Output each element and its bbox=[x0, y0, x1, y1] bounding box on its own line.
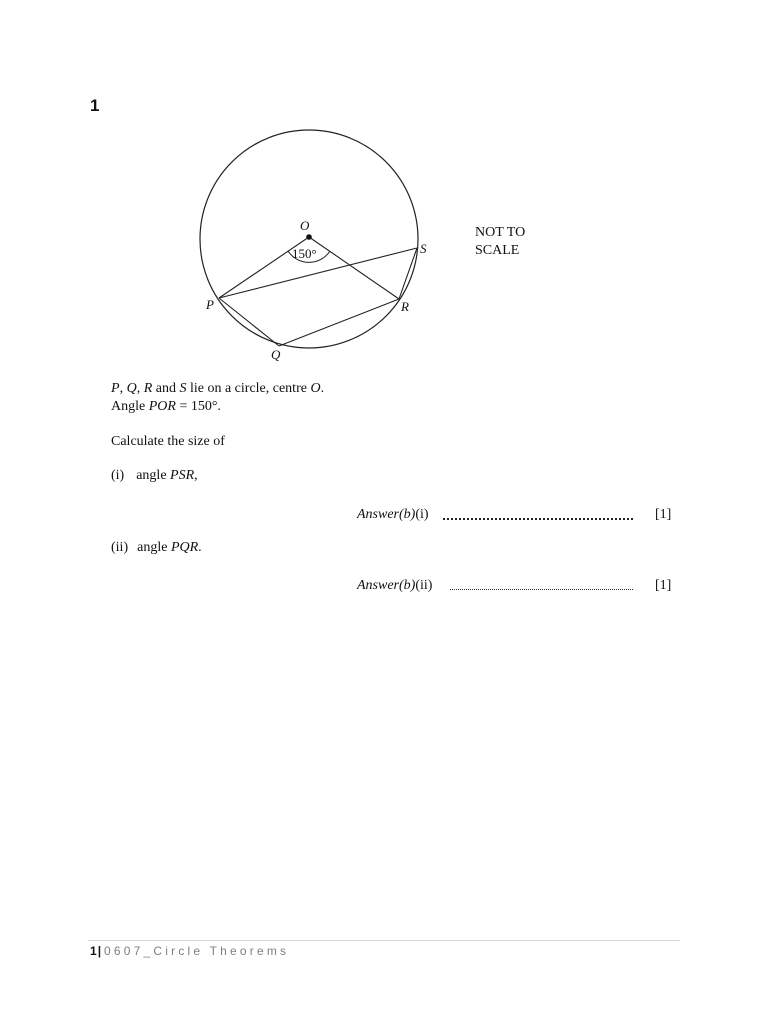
part-i-after: , bbox=[194, 468, 198, 483]
point-o: O bbox=[310, 381, 321, 396]
marks-ii: [1] bbox=[655, 578, 672, 593]
answer-sub-ii: (ii) bbox=[415, 578, 433, 593]
angle-value: = 150°. bbox=[175, 399, 221, 414]
stem-sep2: , bbox=[136, 381, 144, 396]
part-i-label: (i) bbox=[111, 468, 125, 483]
stem-sep1: , bbox=[119, 381, 127, 396]
label-p: P bbox=[206, 297, 214, 312]
not-to-scale-line2: SCALE bbox=[475, 243, 520, 258]
part-i-text: angle bbox=[136, 468, 171, 483]
line-or bbox=[309, 237, 399, 299]
point-r: R bbox=[143, 381, 153, 396]
line-qr bbox=[279, 299, 399, 346]
stem-and: and bbox=[152, 381, 180, 396]
part-ii-angle: PQR bbox=[170, 540, 199, 555]
point-s: S bbox=[179, 381, 187, 396]
label-o: O bbox=[300, 218, 310, 233]
part-i-angle: PSR bbox=[170, 468, 195, 483]
answer-part-ii: (b) bbox=[399, 578, 416, 593]
angle-prefix: Angle bbox=[111, 399, 149, 414]
answer-part-i: (b) bbox=[399, 507, 416, 522]
point-q: Q bbox=[126, 381, 137, 396]
page-number: 1 bbox=[90, 944, 97, 958]
question-stem-line2 bbox=[111, 399, 221, 415]
not-to-scale-note bbox=[475, 224, 525, 260]
answer-word-ii: Answer bbox=[357, 578, 399, 593]
answer-row-i bbox=[357, 507, 677, 527]
answer-sub-i: (i) bbox=[415, 507, 429, 522]
question-number: 1 bbox=[90, 96, 100, 115]
page-footer bbox=[90, 944, 289, 958]
marks-i: [1] bbox=[655, 507, 672, 522]
circle-diagram bbox=[190, 112, 440, 372]
question-stem-line1 bbox=[111, 381, 324, 397]
part-ii-text: angle bbox=[137, 540, 171, 555]
label-q: Q bbox=[271, 347, 281, 362]
angle-name: POR bbox=[148, 399, 176, 414]
line-pq bbox=[219, 298, 279, 346]
label-s: S bbox=[420, 241, 427, 256]
label-r: R bbox=[401, 299, 409, 314]
part-ii-after: . bbox=[198, 540, 202, 555]
part-i bbox=[111, 468, 198, 484]
point-p: P bbox=[111, 381, 120, 396]
answer-row-ii bbox=[357, 578, 677, 598]
answer-word-i: Answer bbox=[357, 507, 399, 522]
answer-line-ii[interactable] bbox=[450, 589, 633, 590]
document-title: 0607_Circle Theorems bbox=[104, 944, 290, 958]
label-angle: 150° bbox=[292, 246, 317, 261]
part-ii-label: (ii) bbox=[111, 540, 129, 555]
answer-label-i bbox=[357, 507, 429, 523]
answer-label-ii bbox=[357, 578, 432, 594]
stem-end: . bbox=[320, 381, 325, 396]
answer-line-i[interactable] bbox=[443, 518, 633, 520]
instruction: Calculate the size of bbox=[111, 434, 225, 449]
part-ii bbox=[111, 540, 202, 556]
not-to-scale-line1: NOT TO bbox=[475, 225, 526, 240]
stem-mid: lie on a circle, centre bbox=[186, 381, 311, 396]
footer-divider bbox=[88, 940, 680, 941]
centre-dot bbox=[306, 234, 312, 240]
footer-separator: | bbox=[97, 944, 102, 958]
line-sr bbox=[399, 248, 417, 299]
